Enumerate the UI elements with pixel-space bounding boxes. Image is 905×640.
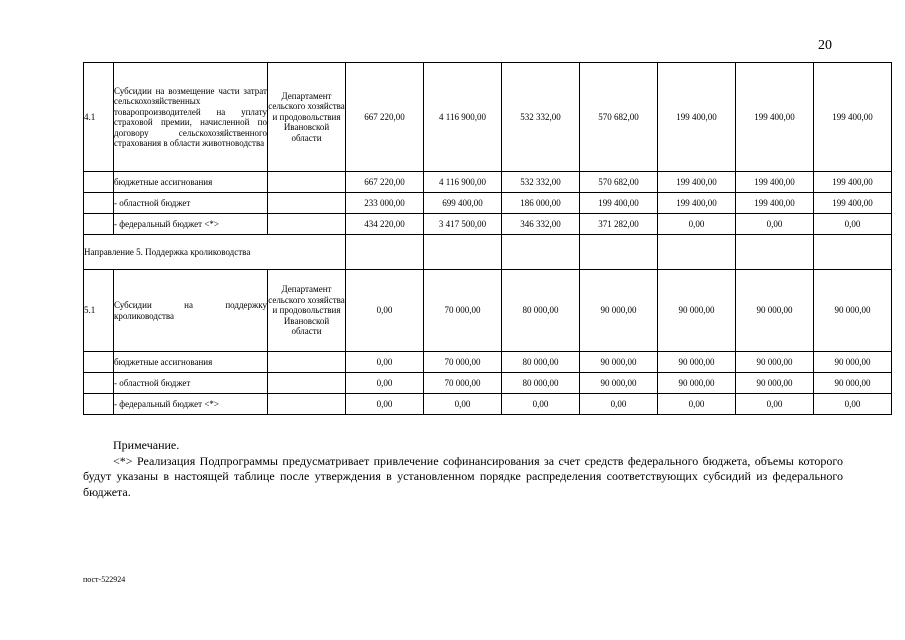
table-cell: 0,00: [658, 394, 736, 415]
note-block: [83, 438, 843, 500]
table-cell: [268, 214, 346, 235]
table-cell: 199 400,00: [814, 193, 892, 214]
subrow-label: бюджетные ассигнования: [114, 172, 268, 193]
table-cell: [346, 235, 424, 270]
table-cell: 199 400,00: [736, 63, 814, 172]
table-cell: 0,00: [424, 394, 502, 415]
table-cell: 0,00: [814, 394, 892, 415]
page-number: 20: [818, 38, 832, 53]
table-cell: 0,00: [658, 214, 736, 235]
table-cell: 3 417 500,00: [424, 214, 502, 235]
table-row: [84, 352, 892, 373]
table-row: [84, 214, 892, 235]
table-row: [84, 63, 892, 172]
table-cell: 199 400,00: [658, 172, 736, 193]
table-cell: [736, 235, 814, 270]
table-row: [84, 394, 892, 415]
row-executor: Департамент сельского хозяйства и продовольствия Ивановской области: [268, 63, 346, 172]
table-cell: 0,00: [580, 394, 658, 415]
table-cell: 0,00: [346, 270, 424, 352]
table-cell: 0,00: [736, 394, 814, 415]
row-code: 5.1: [84, 270, 114, 352]
table-cell: 0,00: [814, 214, 892, 235]
table-cell: 90 000,00: [814, 270, 892, 352]
table-row: [84, 270, 892, 352]
subrow-label: бюджетные ассигнования: [114, 352, 268, 373]
table-cell: 199 400,00: [814, 172, 892, 193]
table-cell: 90 000,00: [658, 352, 736, 373]
table-cell: 199 400,00: [658, 193, 736, 214]
row-code: 4.1: [84, 63, 114, 172]
table-cell: 570 682,00: [580, 63, 658, 172]
table-cell: 199 400,00: [736, 193, 814, 214]
table-cell: 371 282,00: [580, 214, 658, 235]
row-executor: Департамент сельского хозяйства и продовольствия Ивановской области: [268, 270, 346, 352]
table-cell: [268, 394, 346, 415]
table-cell: 0,00: [502, 394, 580, 415]
table-cell: 90 000,00: [580, 270, 658, 352]
table-cell: 186 000,00: [502, 193, 580, 214]
table-cell: 346 332,00: [502, 214, 580, 235]
subrow-label: - федеральный бюджет <*>: [114, 214, 268, 235]
table-cell: 0,00: [346, 373, 424, 394]
subrow-label: - федеральный бюджет <*>: [114, 394, 268, 415]
table-cell: 80 000,00: [502, 373, 580, 394]
table-cell: 699 400,00: [424, 193, 502, 214]
table-cell: 233 000,00: [346, 193, 424, 214]
table-row: [84, 172, 892, 193]
table-cell: [84, 373, 114, 394]
document-code: пост-522924: [83, 575, 126, 584]
row-description: Субсидии на поддержку кролиководства: [114, 270, 268, 352]
table-cell: 90 000,00: [580, 352, 658, 373]
table-cell: 70 000,00: [424, 352, 502, 373]
table-cell: 90 000,00: [580, 373, 658, 394]
table-cell: 90 000,00: [658, 270, 736, 352]
direction-label: [84, 235, 346, 270]
table-cell: [580, 235, 658, 270]
table-cell: 80 000,00: [502, 352, 580, 373]
table-cell: 199 400,00: [658, 63, 736, 172]
table-cell: 90 000,00: [736, 270, 814, 352]
table-cell: [84, 193, 114, 214]
table-cell: [268, 373, 346, 394]
table-cell: 90 000,00: [814, 352, 892, 373]
table-cell: 0,00: [346, 394, 424, 415]
direction-label-text: Направление 5. Поддержка кролиководства: [84, 246, 251, 257]
table-cell: [268, 172, 346, 193]
table-cell: [84, 394, 114, 415]
table-cell: 90 000,00: [736, 373, 814, 394]
table-cell: 90 000,00: [814, 373, 892, 394]
table-cell: 90 000,00: [736, 352, 814, 373]
table-cell: 70 000,00: [424, 270, 502, 352]
note-title: Примечание.: [113, 438, 180, 452]
table-cell: [658, 235, 736, 270]
table-cell: 90 000,00: [658, 373, 736, 394]
subrow-label: - областной бюджет: [114, 373, 268, 394]
budget-table: [83, 62, 892, 415]
subrow-label: - областной бюджет: [114, 193, 268, 214]
table-cell: 532 332,00: [502, 172, 580, 193]
table-row: [84, 235, 892, 270]
note-text: <*> Реализация Подпрограммы предусматривает привлечение софинансирования за счет средств федерального бюджета, объемы которого будут указаны в настоящей таблице после утверждения в установленном порядке распределения соответствующих субсидий из федерального бюджета.: [83, 453, 843, 499]
table-cell: 0,00: [346, 352, 424, 373]
table-cell: 532 332,00: [502, 63, 580, 172]
table-row: [84, 193, 892, 214]
table-cell: 0,00: [736, 214, 814, 235]
table-cell: 667 220,00: [346, 172, 424, 193]
table-cell: [268, 193, 346, 214]
table-cell: 199 400,00: [814, 63, 892, 172]
table-cell: 4 116 900,00: [424, 63, 502, 172]
table-cell: 434 220,00: [346, 214, 424, 235]
table-cell: [84, 214, 114, 235]
table-cell: 80 000,00: [502, 270, 580, 352]
table-cell: [424, 235, 502, 270]
table-row: [84, 373, 892, 394]
table-cell: 4 116 900,00: [424, 172, 502, 193]
table-cell: 570 682,00: [580, 172, 658, 193]
table-cell: [502, 235, 580, 270]
table-cell: [268, 352, 346, 373]
row-description: Субсидии на возмещение части затрат сельскохозяйственных товаропроизводителей на уплату страховой премии, начисленной по договору сельскохозяйственного страхования в области животноводства: [114, 63, 268, 172]
table-cell: [84, 172, 114, 193]
table-cell: 199 400,00: [580, 193, 658, 214]
table-cell: [84, 352, 114, 373]
table-cell: [814, 235, 892, 270]
table-cell: 199 400,00: [736, 172, 814, 193]
table-cell: 70 000,00: [424, 373, 502, 394]
table-cell: 667 220,00: [346, 63, 424, 172]
